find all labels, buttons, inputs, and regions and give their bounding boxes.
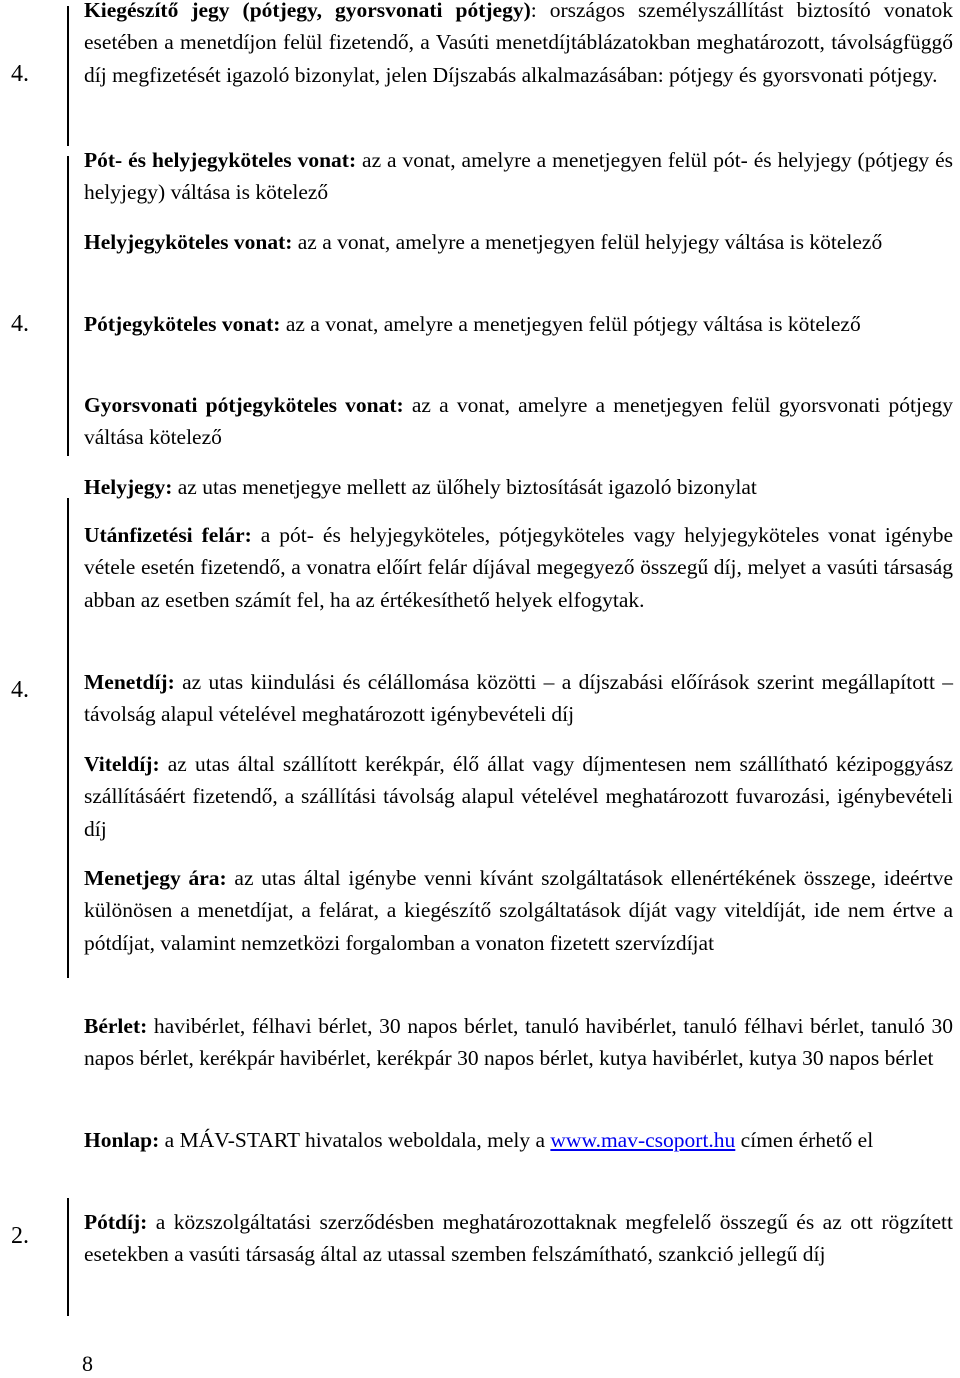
margin-label-2: 4.: [11, 311, 29, 337]
entry-text: a pót- és helyjegyköteles, pótjegyköteles vagy helyjegyköteles vonat igénybe vétele esetén fizetendő, a vonatra előírt felár díjával megegyező összegű díj, melyet a vasúti társaság abban az esetben számít fel, ha az értékesíthető helyek elfogytak.: [84, 522, 953, 612]
entry-text: az utas által szállított kerékpár, élő állat vagy díjmentesen nem szállítható kézipoggyász szállításáért fizetendő, a szállítási távolság alapul vételével meghatározott fuvarozási, igénybevételi díj: [84, 751, 953, 841]
definition-entry: [84, 666, 953, 731]
definition-entry: [84, 1010, 953, 1075]
definition-entry: [84, 1124, 953, 1157]
entry-text: az a vonat, amelyre a menetjegyen felül gyorsvonati pótjegy váltása kötelező: [84, 392, 953, 449]
entry-term: Utánfizetési felár:: [84, 522, 252, 547]
definition-entry: [84, 748, 953, 846]
definition-entry: [84, 471, 953, 504]
entry-term: Pótdíj:: [84, 1209, 148, 1234]
entry-text: : országos személyszállítást biztosító vonatok esetében a menetdíjon felül fizetendő, a Vasúti menetdíjtáblázatokban meghatározott, távolságfüggő díj megfizetését igazoló bizonylat, jelen Díjszabás alkalmazásában: pótjegy és gyorsvonati pótjegy.: [84, 0, 953, 87]
margin-label-3: 4.: [11, 677, 29, 703]
definition-entry: [84, 389, 953, 454]
entry-text: az utas kiindulási és célállomása közötti – a díjszabási előírások szerint megállapított – távolság alapul vételével meghatározott igénybevételi díj: [84, 669, 953, 726]
entry-term: Bérlet:: [84, 1013, 148, 1038]
entry-text: a közszolgáltatási szerződésben meghatározottaknak megfelelő összegű és az ott rögzített esetekben a vasúti társaság által az utassal szemben felszámítható, szankció jellegű díj: [84, 1209, 953, 1266]
entry-text: a MÁV-START hivatalos weboldala, mely a: [159, 1127, 551, 1152]
margin-label-4: 2.: [11, 1223, 29, 1249]
entry-term: Pót- és helyjegyköteles vonat:: [84, 147, 357, 172]
definition-entry: [84, 308, 953, 341]
entry-text: az utas által igénybe venni kívánt szolgáltatások ellenértékének összege, ideértve különösen a menetdíjat, a felárat, a kiegészítő szolgáltatások díját vagy viteldíját, ide nem értve a pótdíjat, valamint nemzetközi forgalomban a vonaton fizetett szervízdíjat: [84, 865, 953, 955]
entry-term: Kiegészítő jegy (pótjegy, gyorsvonati pótjegy): [84, 0, 531, 22]
page-number: 8: [82, 1351, 93, 1376]
website-link[interactable]: www.mav-csoport.hu: [550, 1127, 736, 1152]
entry-term: Helyjegyköteles vonat:: [84, 229, 293, 254]
entry-text: az a vonat, amelyre a menetjegyen felül pótjegy váltása is kötelező: [280, 311, 861, 336]
definition-entry: [84, 862, 953, 960]
change-bar-4: [67, 1198, 69, 1316]
entry-term: Menetjegy ára:: [84, 865, 227, 890]
change-bar-2: [67, 156, 69, 456]
entry-term: Helyjegy:: [84, 474, 173, 499]
margin-label-1: 4.: [11, 61, 29, 87]
definition-entry: [84, 0, 953, 91]
definition-entry: [84, 519, 953, 617]
entry-term: Gyorsvonati pótjegyköteles vonat:: [84, 392, 404, 417]
change-bar-3: [67, 498, 69, 978]
entry-term: Viteldíj:: [84, 751, 160, 776]
definition-entry: [84, 1206, 953, 1271]
entry-term: Pótjegyköteles vonat:: [84, 311, 281, 336]
change-bar-1: [67, 6, 69, 146]
entry-text: havibérlet, félhavi bérlet, 30 napos bérlet, tanuló havibérlet, tanuló félhavi bérlet, tanuló 30 napos bérlet, kerékpár havibérlet, kerékpár 30 napos bérlet, kutya havibérlet, kutya 30 napos bérlet: [84, 1013, 953, 1070]
entry-text: címen érhető el: [735, 1127, 874, 1152]
entry-term: Menetdíj:: [84, 669, 175, 694]
entry-text: az a vonat, amelyre a menetjegyen felül pót- és helyjegy (pótjegy és helyjegy) váltása is kötelező: [84, 147, 954, 204]
definition-entry: [84, 144, 953, 209]
entry-text: az a vonat, amelyre a menetjegyen felül helyjegy váltása is kötelező: [292, 229, 883, 254]
definition-entry: [84, 226, 953, 259]
entry-text: az utas menetjegye mellett az ülőhely biztosítását igazoló bizonylat: [172, 474, 757, 499]
entry-term: Honlap:: [84, 1127, 160, 1152]
